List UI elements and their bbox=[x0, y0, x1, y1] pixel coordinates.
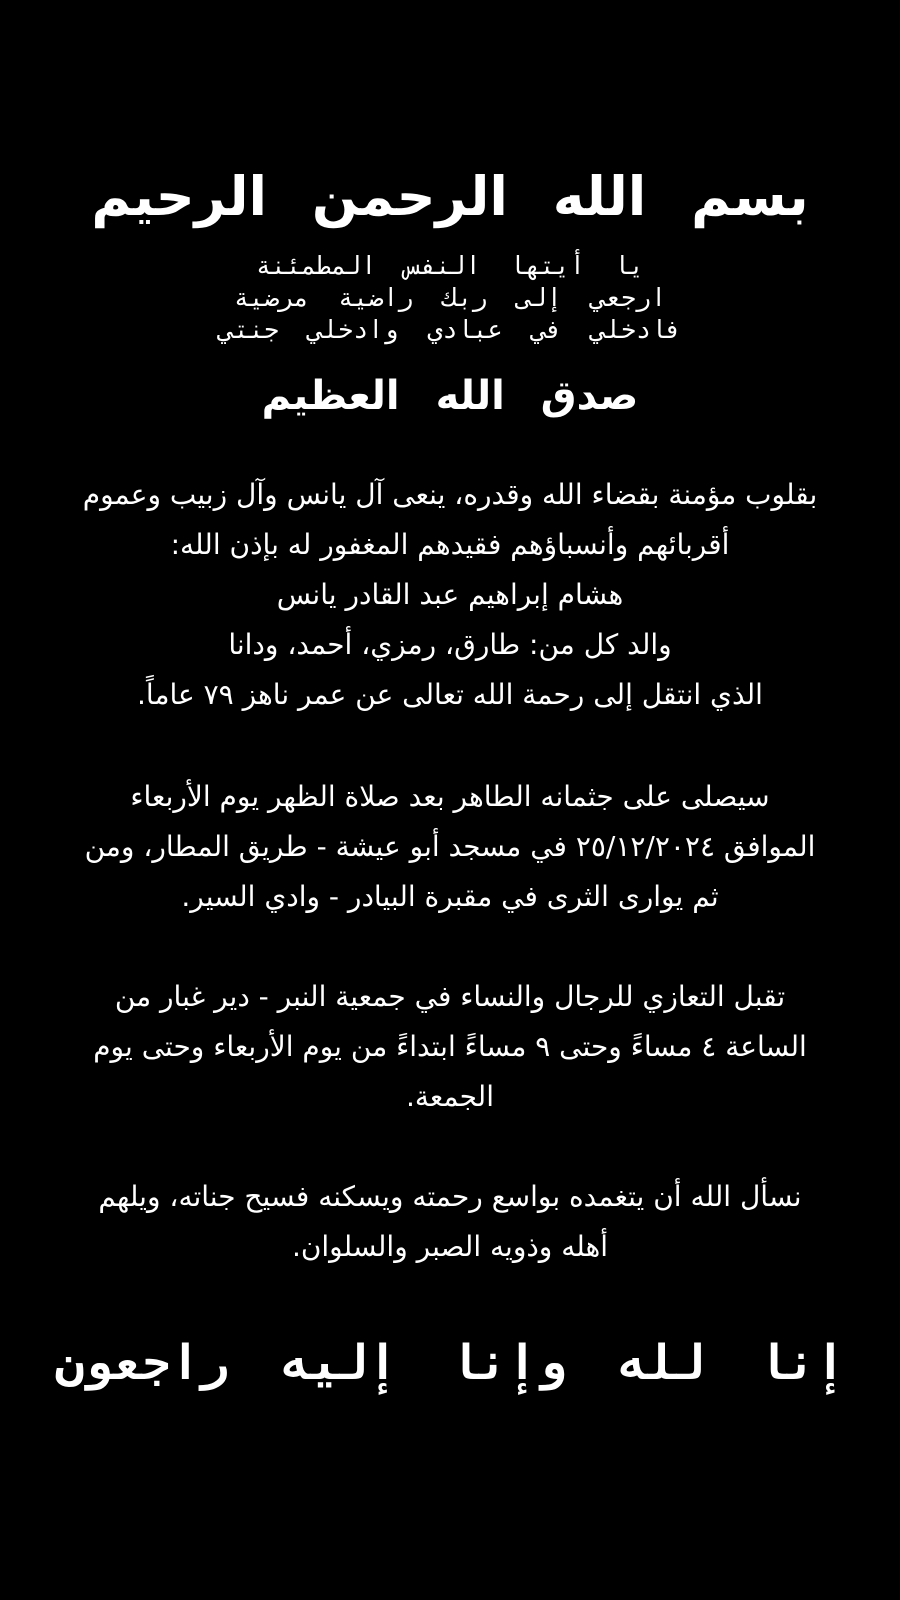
funeral-paragraph bbox=[60, 772, 840, 922]
prayer-paragraph bbox=[60, 1172, 840, 1272]
deceased-name: هشام إبراهيم عبد القادر يانس bbox=[276, 578, 624, 611]
age-line: الذي انتقل إلى رحمة الله تعالى عن عمر ناهز ٧٩ عاماً. bbox=[137, 678, 763, 711]
announcement-line: بقلوب مؤمنة بقضاء الله وقدره، ينعى آل يانس وآل زبيب وعموم bbox=[82, 478, 818, 511]
prayer-line: أهله وذويه الصبر والسلوان. bbox=[291, 1230, 609, 1263]
closing-phrase: إنا لله وإنا إليه راجعون bbox=[55, 1335, 845, 1391]
funeral-line: الموافق ٢٥/١٢/٢٠٢٤ في مسجد أبو عيشة - طريق المطار، ومن bbox=[84, 830, 816, 863]
funeral-line: سيصلى على جثمانه الطاهر بعد صلاة الظهر يوم الأربعاء bbox=[130, 780, 770, 813]
condolences-paragraph bbox=[60, 972, 840, 1122]
verse-line: فادخلي في عبادي وادخلي جنتي bbox=[218, 315, 682, 344]
basmala-heading: بسم الله الرحمن الرحيم bbox=[91, 165, 809, 228]
verse-line: يا أيتها النفس المطمئنة bbox=[255, 251, 645, 280]
funeral-line: ثم يوارى الثرى في مقبرة البيادر - وادي السير. bbox=[181, 880, 719, 913]
condolences-line: تقبل التعازي للرجال والنساء في جمعية النبر - دير غبار من bbox=[114, 980, 786, 1013]
condolences-line: الساعة ٤ مساءً وحتى ٩ مساءً ابتداءً من يوم الأربعاء وحتى يوم bbox=[93, 1030, 807, 1063]
condolences-line: الجمعة. bbox=[406, 1080, 494, 1113]
announcement-line: أقربائهم وأنسباؤهم فقيدهم المغفور له بإذن الله: bbox=[170, 528, 730, 561]
quran-verse bbox=[0, 250, 900, 346]
children-line: والد كل من: طارق، رمزي، أحمد، ودانا bbox=[228, 628, 672, 661]
verse-line: ارجعي إلى ربك راضية مرضية bbox=[233, 283, 667, 312]
sadaq-heading: صدق الله العظيم bbox=[261, 373, 639, 419]
announcement-paragraph bbox=[60, 470, 840, 720]
prayer-line: نسأل الله أن يتغمده بواسع رحمته ويسكنه فسيح جناته، ويلهم bbox=[98, 1180, 802, 1213]
